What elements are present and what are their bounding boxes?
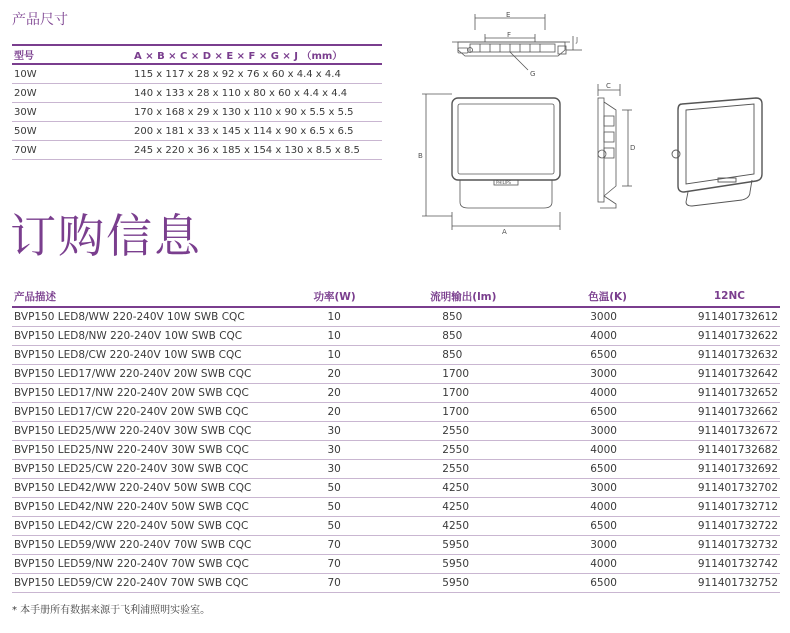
lumen: 4250 bbox=[424, 498, 566, 517]
lumen: 1700 bbox=[424, 384, 566, 403]
label-a: A bbox=[502, 228, 507, 236]
order-row bbox=[12, 346, 780, 365]
order-table-header bbox=[12, 286, 780, 307]
size-dimensions: 140 x 133 x 28 x 110 x 80 x 60 x 4.4 x 4.4 bbox=[132, 84, 382, 103]
desc: BVP150 LED8/CW 220-240V 10W SWB CQC bbox=[12, 346, 301, 365]
size-header-dimensions: A × B × C × D × E × F × G × J （mm） bbox=[132, 45, 382, 64]
desc: BVP150 LED8/NW 220-240V 10W SWB CQC bbox=[12, 327, 301, 346]
order-row bbox=[12, 498, 780, 517]
nc-code: 911401732742 bbox=[688, 555, 780, 574]
lumen: 2550 bbox=[424, 460, 566, 479]
power: 10 bbox=[301, 327, 424, 346]
header-lumen: 流明输出(lm) bbox=[424, 286, 566, 307]
size-dimensions: 170 x 168 x 29 x 130 x 110 x 90 x 5.5 x 5.5 bbox=[132, 103, 382, 122]
size-table-header bbox=[12, 45, 382, 64]
power: 30 bbox=[301, 460, 424, 479]
nc-code: 911401732642 bbox=[688, 365, 780, 384]
label-j: J bbox=[576, 36, 579, 44]
desc: BVP150 LED25/WW 220-240V 30W SWB CQC bbox=[12, 422, 301, 441]
desc: BVP150 LED59/CW 220-240V 70W SWB CQC bbox=[12, 574, 301, 593]
lumen: 4250 bbox=[424, 479, 566, 498]
size-dimensions: 115 x 117 x 28 x 92 x 76 x 60 x 4.4 x 4.4 bbox=[132, 64, 382, 84]
desc: BVP150 LED59/WW 220-240V 70W SWB CQC bbox=[12, 536, 301, 555]
size-table-row bbox=[12, 84, 382, 103]
nc-code: 911401732752 bbox=[688, 574, 780, 593]
order-row bbox=[12, 574, 780, 593]
label-c: C bbox=[606, 82, 611, 90]
size-table-row bbox=[12, 122, 382, 141]
cct: 6500 bbox=[566, 517, 688, 536]
nc-code: 911401732682 bbox=[688, 441, 780, 460]
power: 10 bbox=[301, 307, 424, 327]
power: 30 bbox=[301, 422, 424, 441]
header-12nc: 12NC bbox=[688, 286, 780, 307]
size-model: 20W bbox=[12, 84, 132, 103]
lumen: 5950 bbox=[424, 555, 566, 574]
cct: 4000 bbox=[566, 498, 688, 517]
desc: BVP150 LED17/WW 220-240V 20W SWB CQC bbox=[12, 365, 301, 384]
power: 50 bbox=[301, 479, 424, 498]
order-table bbox=[12, 286, 780, 593]
order-row bbox=[12, 365, 780, 384]
order-row bbox=[12, 536, 780, 555]
lumen: 5950 bbox=[424, 574, 566, 593]
nc-code: 911401732652 bbox=[688, 384, 780, 403]
order-section-title: 订购信息 bbox=[10, 209, 202, 263]
cct: 3000 bbox=[566, 536, 688, 555]
power: 30 bbox=[301, 441, 424, 460]
size-model: 10W bbox=[12, 64, 132, 84]
nc-code: 911401732632 bbox=[688, 346, 780, 365]
order-row bbox=[12, 441, 780, 460]
size-table bbox=[12, 44, 382, 160]
lumen: 1700 bbox=[424, 403, 566, 422]
cct: 3000 bbox=[566, 479, 688, 498]
size-model: 70W bbox=[12, 141, 132, 160]
cct: 4000 bbox=[566, 384, 688, 403]
order-row bbox=[12, 422, 780, 441]
cct: 6500 bbox=[566, 460, 688, 479]
cct: 3000 bbox=[566, 365, 688, 384]
label-e: E bbox=[506, 11, 511, 19]
size-model: 50W bbox=[12, 122, 132, 141]
size-dimensions: 200 x 181 x 33 x 145 x 114 x 90 x 6.5 x 6.5 bbox=[132, 122, 382, 141]
lumen: 1700 bbox=[424, 365, 566, 384]
front-view-drawing bbox=[416, 88, 576, 236]
order-row bbox=[12, 307, 780, 327]
lumen: 2550 bbox=[424, 422, 566, 441]
label-f: F bbox=[507, 31, 512, 39]
perspective-view-drawing bbox=[664, 94, 774, 212]
cct: 4000 bbox=[566, 327, 688, 346]
power: 50 bbox=[301, 498, 424, 517]
desc: BVP150 LED42/NW 220-240V 50W SWB CQC bbox=[12, 498, 301, 517]
nc-code: 911401732732 bbox=[688, 536, 780, 555]
cct: 3000 bbox=[566, 422, 688, 441]
nc-code: 911401732662 bbox=[688, 403, 780, 422]
cct: 3000 bbox=[566, 307, 688, 327]
brand-mark: PHILIPS bbox=[496, 180, 511, 185]
lumen: 850 bbox=[424, 307, 566, 327]
size-header-model: 型号 bbox=[12, 45, 132, 64]
header-cct: 色温(K) bbox=[566, 286, 688, 307]
nc-code: 911401732702 bbox=[688, 479, 780, 498]
nc-code: 911401732622 bbox=[688, 327, 780, 346]
order-row bbox=[12, 327, 780, 346]
size-table-row bbox=[12, 64, 382, 84]
order-row bbox=[12, 517, 780, 536]
lumen: 850 bbox=[424, 346, 566, 365]
power: 20 bbox=[301, 403, 424, 422]
header-description: 产品描述 bbox=[12, 286, 301, 307]
order-row bbox=[12, 403, 780, 422]
label-b: B bbox=[418, 152, 423, 160]
footnote: * 本手册所有数据来源于飞利浦照明实验室。 bbox=[12, 605, 211, 616]
cct: 6500 bbox=[566, 403, 688, 422]
desc: BVP150 LED8/WW 220-240V 10W SWB CQC bbox=[12, 307, 301, 327]
size-dimensions: 245 x 220 x 36 x 185 x 154 x 130 x 8.5 x 8.5 bbox=[132, 141, 382, 160]
lumen: 2550 bbox=[424, 441, 566, 460]
order-row bbox=[12, 555, 780, 574]
desc: BVP150 LED42/WW 220-240V 50W SWB CQC bbox=[12, 479, 301, 498]
order-row bbox=[12, 479, 780, 498]
label-g: G bbox=[530, 70, 536, 78]
order-row bbox=[12, 460, 780, 479]
nc-code: 911401732612 bbox=[688, 307, 780, 327]
power: 70 bbox=[301, 555, 424, 574]
lumen: 4250 bbox=[424, 517, 566, 536]
cct: 6500 bbox=[566, 574, 688, 593]
cct: 4000 bbox=[566, 441, 688, 460]
size-table-row bbox=[12, 141, 382, 160]
cct: 6500 bbox=[566, 346, 688, 365]
power: 70 bbox=[301, 574, 424, 593]
size-model: 30W bbox=[12, 103, 132, 122]
side-view-drawing bbox=[590, 80, 640, 216]
power: 50 bbox=[301, 517, 424, 536]
nc-code: 911401732712 bbox=[688, 498, 780, 517]
desc: BVP150 LED25/CW 220-240V 30W SWB CQC bbox=[12, 460, 301, 479]
desc: BVP150 LED17/NW 220-240V 20W SWB CQC bbox=[12, 384, 301, 403]
desc: BVP150 LED17/CW 220-240V 20W SWB CQC bbox=[12, 403, 301, 422]
power: 70 bbox=[301, 536, 424, 555]
desc: BVP150 LED25/NW 220-240V 30W SWB CQC bbox=[12, 441, 301, 460]
nc-code: 911401732722 bbox=[688, 517, 780, 536]
top-view-drawing bbox=[440, 8, 590, 83]
nc-code: 911401732692 bbox=[688, 460, 780, 479]
cct: 4000 bbox=[566, 555, 688, 574]
power: 10 bbox=[301, 346, 424, 365]
desc: BVP150 LED59/NW 220-240V 70W SWB CQC bbox=[12, 555, 301, 574]
nc-code: 911401732672 bbox=[688, 422, 780, 441]
lumen: 850 bbox=[424, 327, 566, 346]
power: 20 bbox=[301, 384, 424, 403]
label-d: D bbox=[630, 144, 636, 152]
lumen: 5950 bbox=[424, 536, 566, 555]
power: 20 bbox=[301, 365, 424, 384]
size-table-row bbox=[12, 103, 382, 122]
desc: BVP150 LED42/CW 220-240V 50W SWB CQC bbox=[12, 517, 301, 536]
size-section-title: 产品尺寸 bbox=[12, 12, 68, 28]
header-power: 功率(W) bbox=[301, 286, 424, 307]
order-row bbox=[12, 384, 780, 403]
